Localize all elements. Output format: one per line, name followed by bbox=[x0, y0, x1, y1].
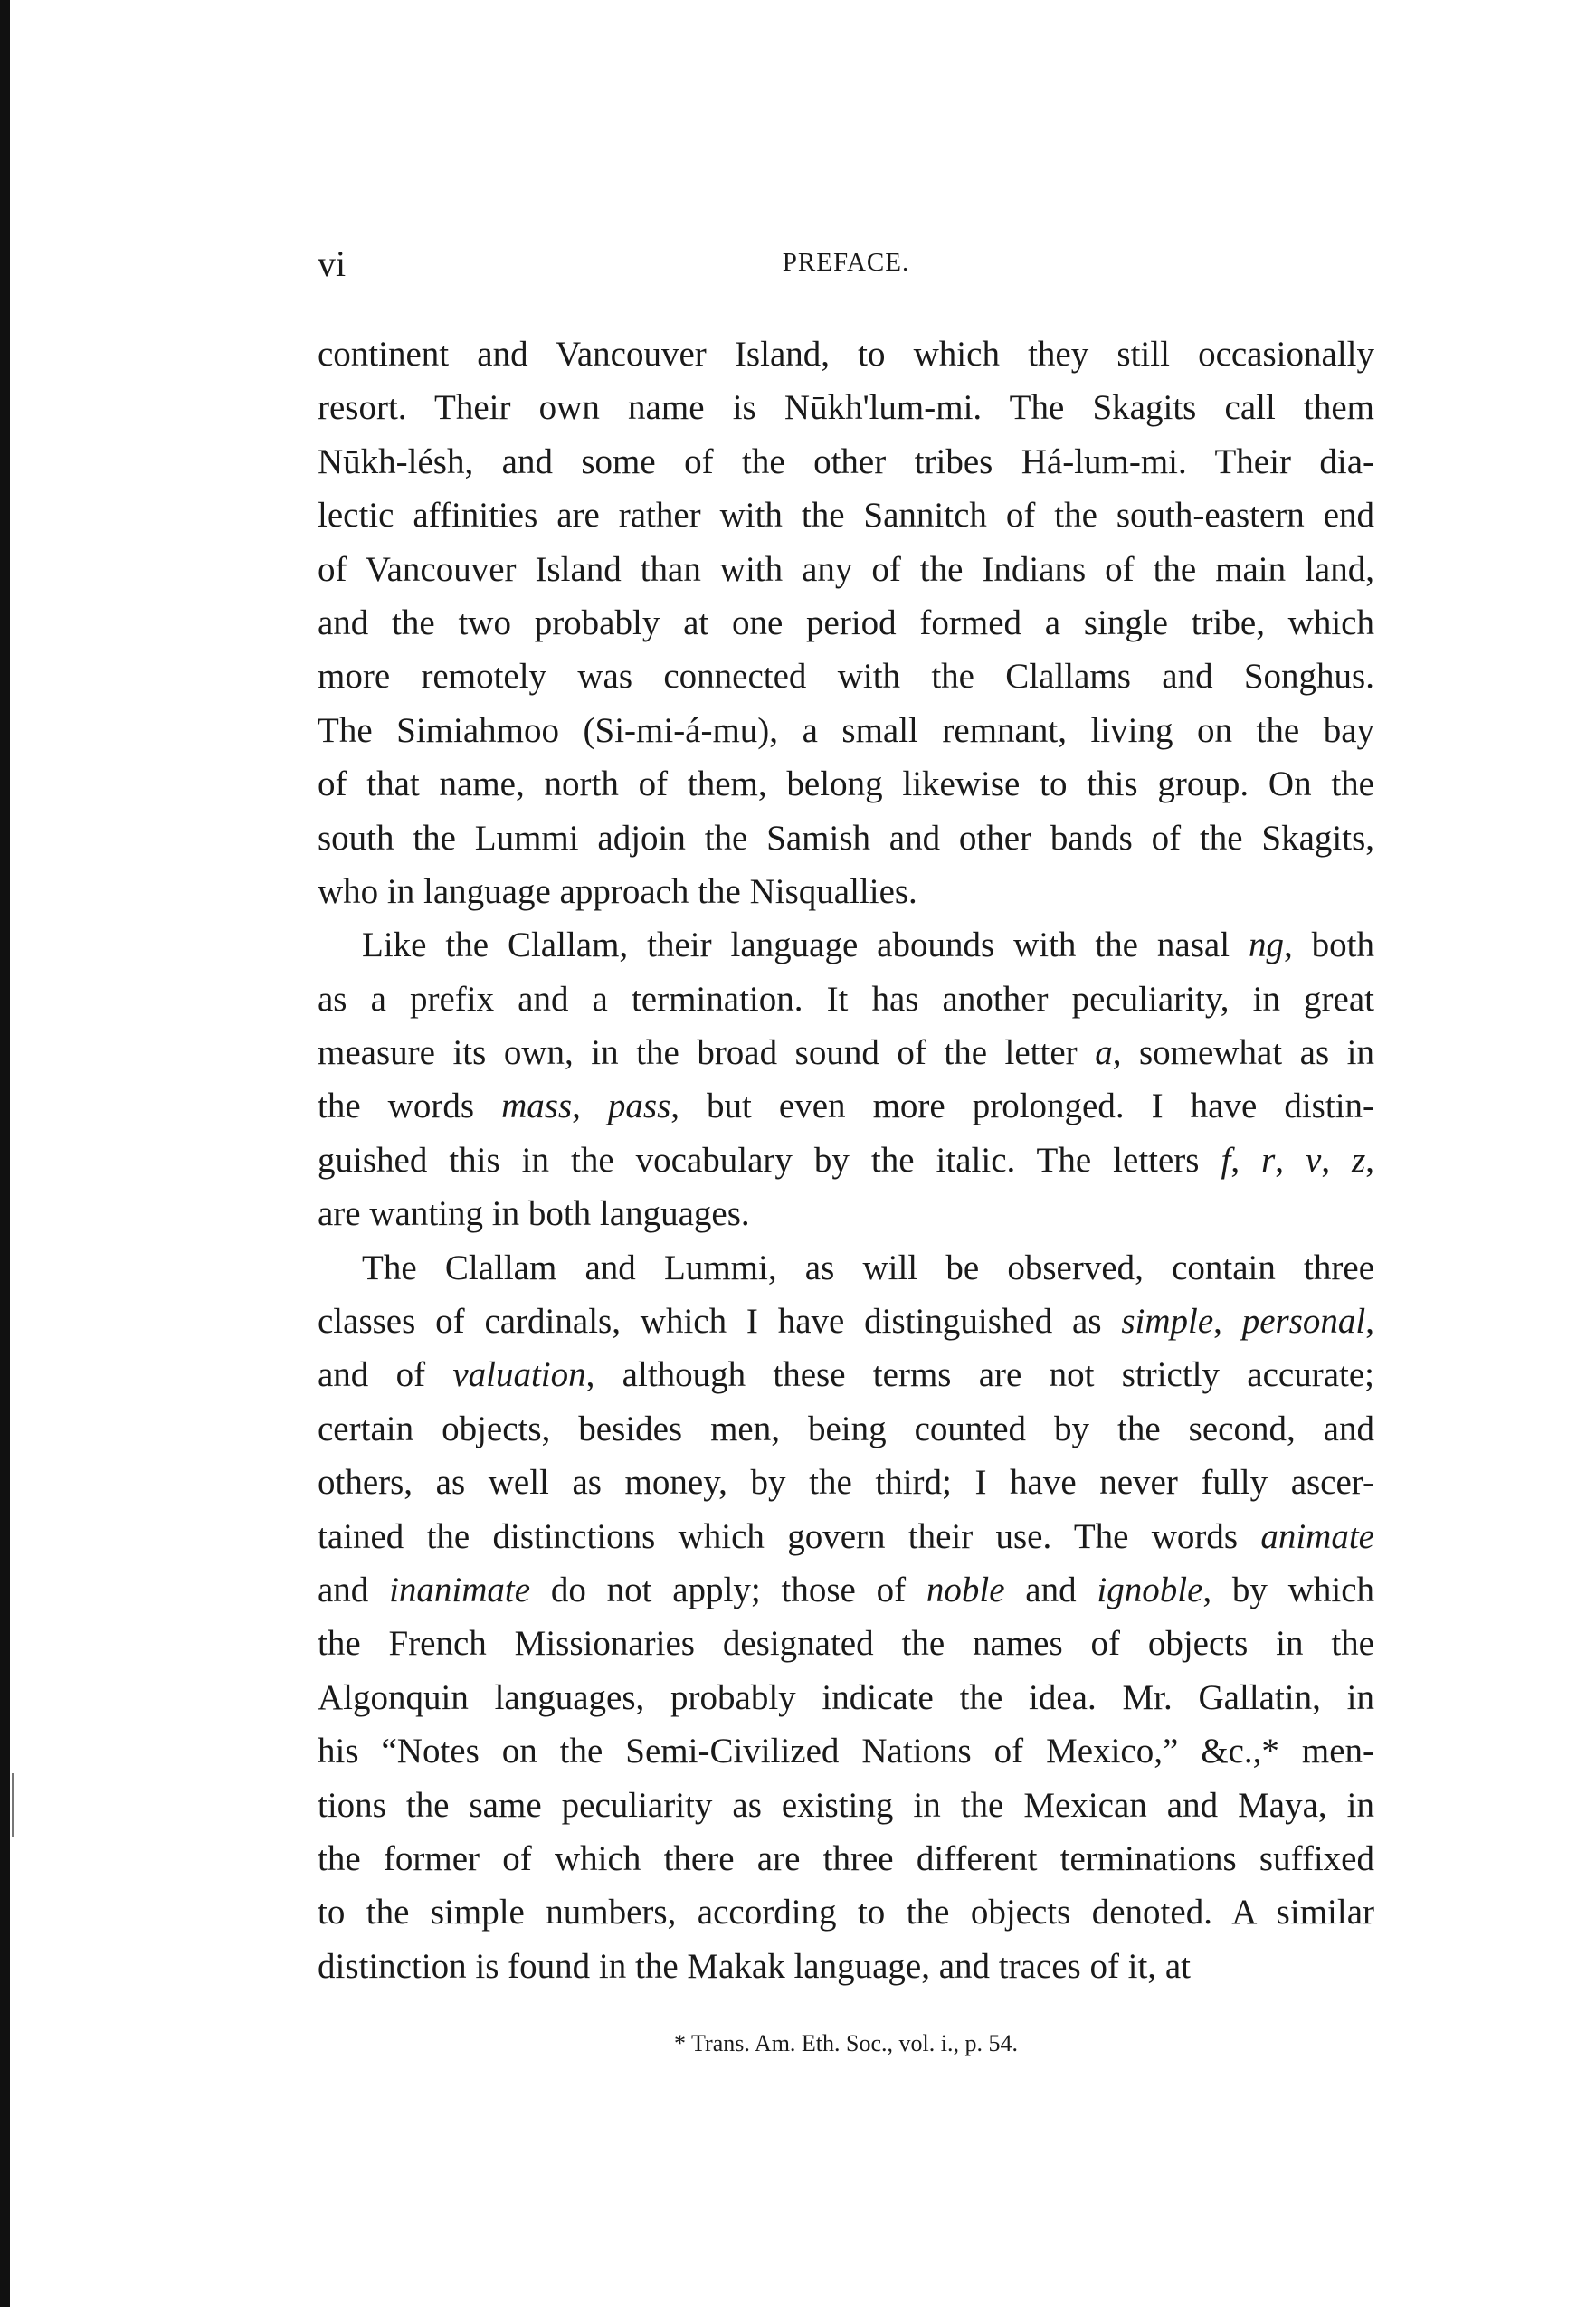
text-segment: , bbox=[1321, 1140, 1353, 1180]
italic-term: ignoble bbox=[1097, 1570, 1203, 1609]
page-number: vi bbox=[318, 243, 347, 284]
text-segment: certain objects, besides men, being counted by the second, and bbox=[318, 1409, 1374, 1448]
italic-term: f bbox=[1221, 1140, 1231, 1180]
text-line bbox=[318, 1563, 1374, 1617]
text-line bbox=[318, 1671, 1374, 1724]
italic-term: mass bbox=[501, 1087, 573, 1126]
text-line bbox=[318, 1348, 1374, 1401]
text-segment: , by which bbox=[1202, 1570, 1375, 1609]
text-segment: to the simple numbers, according to the objects denoted. A similar bbox=[318, 1893, 1374, 1932]
scan-mark bbox=[12, 1773, 14, 1837]
text-segment: Like the Clallam, their language abounds with the nasal bbox=[362, 926, 1249, 965]
text-segment: his “Notes on the Semi-Civilized Nations of Mexico,” &c.,* men- bbox=[318, 1732, 1374, 1771]
text-segment: distinction is found in the Makak language, and traces of it, at bbox=[318, 1946, 1192, 1986]
scan-border bbox=[0, 0, 10, 2307]
text-line bbox=[318, 650, 1374, 703]
text-segment: and bbox=[318, 1570, 390, 1609]
running-head bbox=[318, 242, 1374, 288]
italic-term: personal bbox=[1241, 1302, 1366, 1342]
text-segment: and bbox=[1004, 1570, 1097, 1609]
italic-term: simple bbox=[1121, 1302, 1214, 1342]
text-segment: tained the distinctions which govern their use. The words bbox=[318, 1516, 1261, 1556]
italic-term: z bbox=[1352, 1140, 1366, 1180]
text-segment: measure its own, in the broad sound of the letter bbox=[318, 1033, 1096, 1073]
text-segment: the former of which there are three different terminations suffixed bbox=[318, 1838, 1374, 1878]
text-segment: , bbox=[1230, 1140, 1262, 1180]
italic-term: pass bbox=[607, 1087, 671, 1126]
text-line bbox=[318, 1724, 1374, 1778]
body-text bbox=[318, 328, 1374, 1993]
italic-term: v bbox=[1306, 1140, 1322, 1180]
text-line bbox=[318, 918, 1374, 972]
text-segment: guished this in the vocabulary by the italic. The letters bbox=[318, 1140, 1221, 1180]
text-segment: , bbox=[572, 1087, 608, 1126]
paragraph bbox=[318, 918, 1374, 1240]
text-segment: , somewhat as in bbox=[1112, 1033, 1374, 1073]
running-title: PREFACE. bbox=[782, 248, 910, 277]
italic-term: inanimate bbox=[389, 1570, 531, 1609]
text-segment: Algonquin languages, probably indicate the idea. Mr. Gallatin, in bbox=[318, 1677, 1374, 1717]
text-line bbox=[318, 1402, 1374, 1456]
italic-term: animate bbox=[1260, 1516, 1374, 1556]
text-segment: , bbox=[1213, 1302, 1242, 1342]
text-line bbox=[318, 381, 1374, 434]
text-segment: the French Missionaries designated the names of objects in the bbox=[318, 1624, 1374, 1664]
text-line bbox=[318, 1295, 1374, 1348]
text-line bbox=[318, 1187, 1374, 1240]
text-segment: more remotely was connected with the Clallams and Songhus. bbox=[318, 657, 1374, 697]
text-line bbox=[318, 757, 1374, 811]
italic-term: valuation bbox=[452, 1355, 586, 1395]
text-segment: The Simiahmoo (Si-mi-á-mu), a small remnant, living on the bay bbox=[318, 710, 1374, 750]
text-line bbox=[318, 1510, 1374, 1563]
text-line bbox=[318, 543, 1374, 596]
text-segment: Nūkh-lésh, and some of the other tribes Há-lum-mi. Their dia- bbox=[318, 441, 1374, 481]
text-segment: resort. Their own name is Nūkh'lum-mi. The Skagits call them bbox=[318, 388, 1374, 428]
text-segment: do not apply; those of bbox=[530, 1570, 926, 1609]
text-segment: classes of cardinals, which I have distinguished as bbox=[318, 1302, 1122, 1342]
text-segment: of Vancouver Island than with any of the Indians of the main land, bbox=[318, 549, 1374, 589]
text-segment: south the Lummi adjoin the Samish and other bands of the Skagits, bbox=[318, 818, 1374, 858]
text-segment: who in language approach the Nisquallies. bbox=[318, 871, 917, 911]
text-segment: lectic affinities are rather with the Sannitch of the south-eastern end bbox=[318, 496, 1374, 536]
text-segment: others, as well as money, by the third; I have never fully ascer- bbox=[318, 1463, 1374, 1503]
text-segment: , both bbox=[1283, 926, 1374, 965]
text-line bbox=[318, 1940, 1374, 1993]
text-segment: and of bbox=[318, 1355, 453, 1395]
text-line bbox=[318, 973, 1374, 1026]
text-segment: , bbox=[1365, 1302, 1374, 1342]
text-segment: , bbox=[1365, 1140, 1375, 1180]
text-segment: tions the same peculiarity as existing in the Mexican and Maya, in bbox=[318, 1785, 1374, 1825]
text-line bbox=[318, 865, 1374, 918]
text-segment: continent and Vancouver Island, to which they still occasionally bbox=[318, 335, 1374, 374]
text-segment: of that name, north of them, belong likewise to this group. On the bbox=[318, 764, 1374, 804]
text-line bbox=[318, 704, 1374, 757]
text-segment: as a prefix and a termination. It has another peculiarity, in great bbox=[318, 979, 1374, 1019]
text-segment: the words bbox=[318, 1087, 502, 1126]
text-line bbox=[318, 1134, 1374, 1187]
text-line bbox=[318, 1026, 1374, 1079]
text-segment: are wanting in both languages. bbox=[318, 1194, 750, 1234]
text-line bbox=[318, 596, 1374, 650]
text-line bbox=[318, 1241, 1374, 1295]
text-segment: , bbox=[1275, 1140, 1306, 1180]
paragraph bbox=[318, 328, 1374, 918]
text-segment: The Clallam and Lummi, as will be observed, contain three bbox=[362, 1248, 1374, 1287]
text-segment: , although these terms are not strictly accurate; bbox=[585, 1355, 1374, 1395]
text-line bbox=[318, 1885, 1374, 1939]
italic-term: ng bbox=[1248, 926, 1284, 965]
text-line bbox=[318, 1617, 1374, 1670]
footnote: * Trans. Am. Eth. Soc., vol. i., p. 54. bbox=[674, 2030, 1018, 2056]
italic-term: r bbox=[1261, 1140, 1276, 1180]
text-line bbox=[318, 489, 1374, 542]
text-segment: and the two probably at one period formed a single tribe, which bbox=[318, 603, 1374, 642]
text-line bbox=[318, 435, 1374, 489]
italic-term: a bbox=[1095, 1033, 1113, 1073]
text-line bbox=[318, 1779, 1374, 1832]
text-line bbox=[318, 328, 1374, 381]
text-line bbox=[318, 1079, 1374, 1133]
text-line bbox=[318, 1832, 1374, 1885]
text-line bbox=[318, 1456, 1374, 1509]
text-segment: , but even more prolonged. I have distin- bbox=[670, 1087, 1375, 1126]
italic-term: noble bbox=[926, 1570, 1005, 1609]
paragraph bbox=[318, 1241, 1374, 1993]
text-line bbox=[318, 812, 1374, 865]
